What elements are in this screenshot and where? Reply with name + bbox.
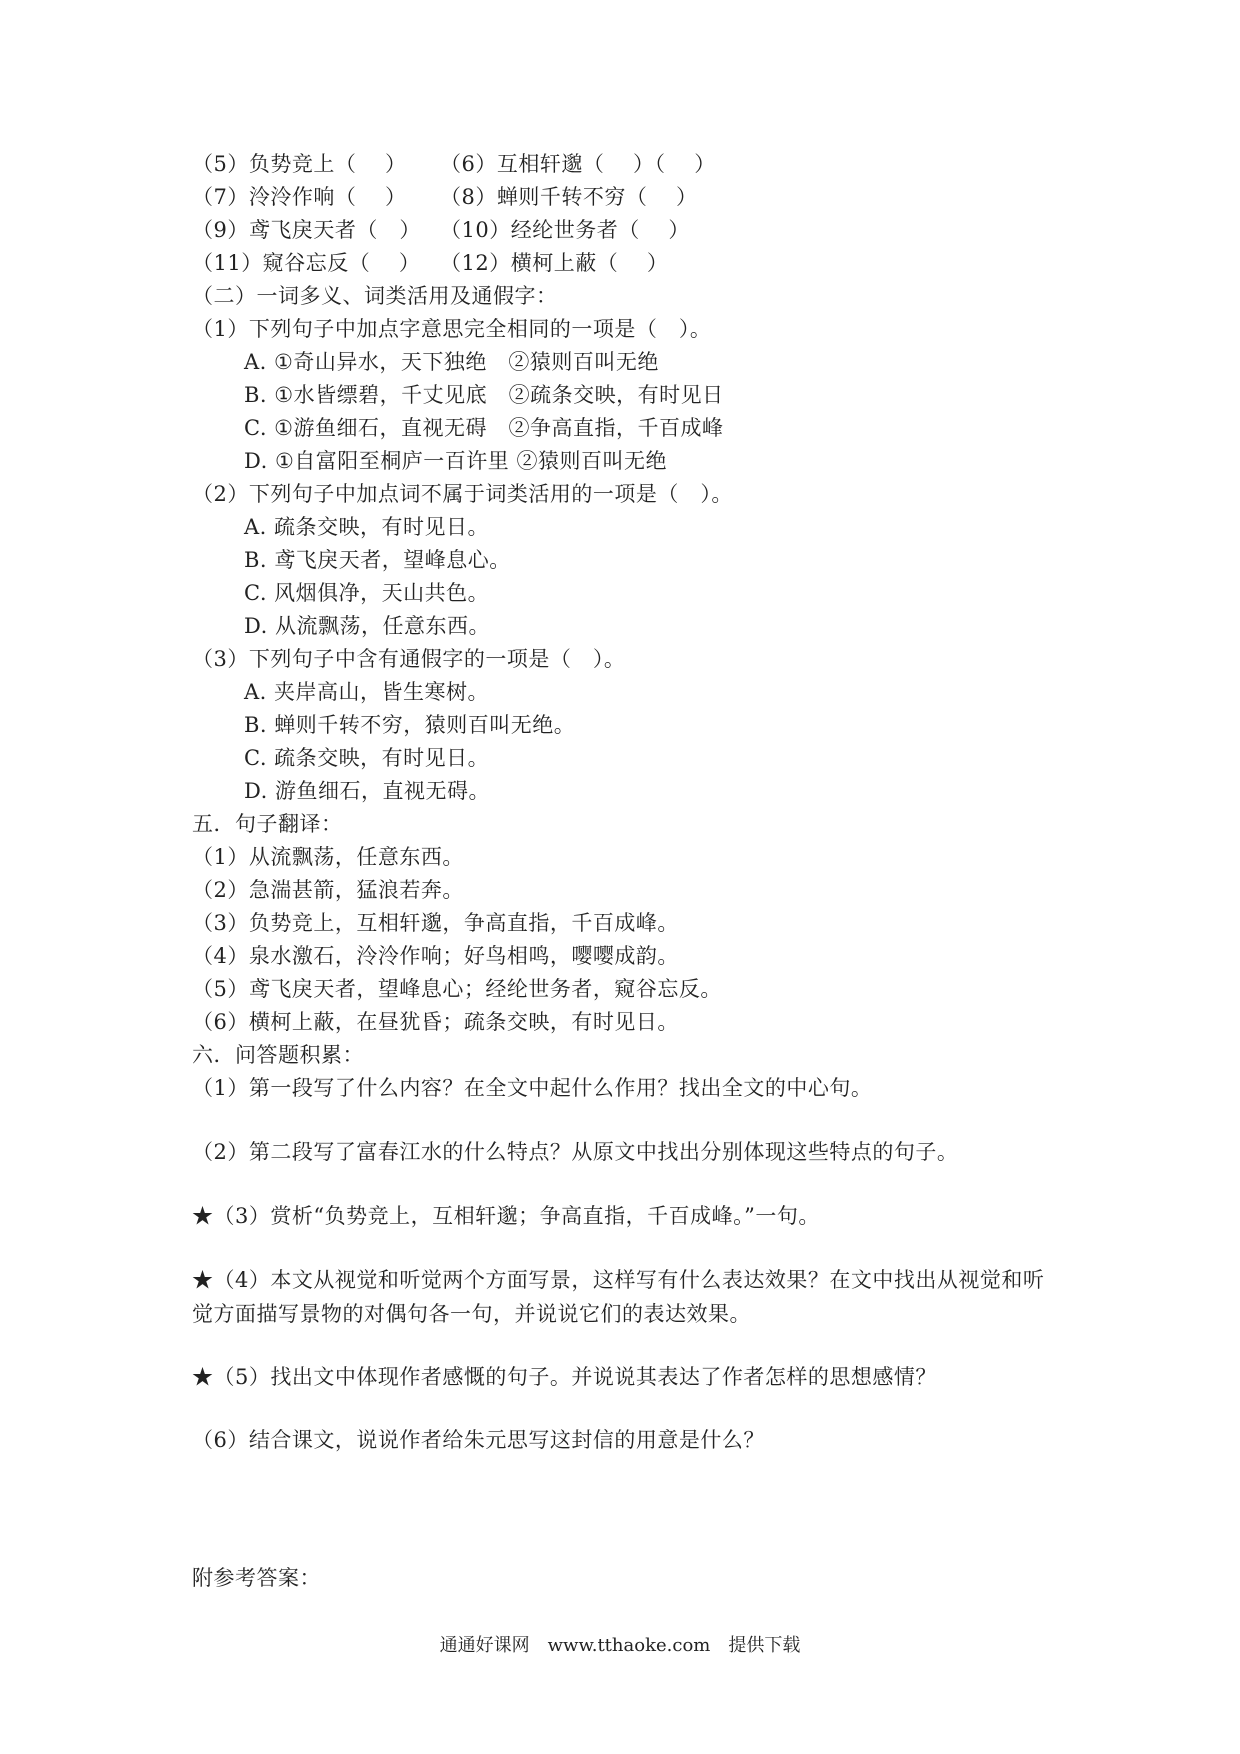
question-option: B. ①水皆缥碧，千丈见底 ②疏条交映，有时见日 — [244, 383, 724, 407]
qa-item: ★（3）赏析“负势竞上，互相轩邈；争高直指，千百成峰。”一句。 — [192, 1204, 820, 1228]
vocab-item: （12）横柯上蔽（ ） — [440, 251, 669, 275]
question-option: B. 鸢飞戾天者，望峰息心。 — [244, 548, 511, 572]
answers-heading: 附参考答案： — [192, 1566, 321, 1590]
question-option: A. 夹岸高山，皆生寒树。 — [244, 680, 490, 704]
question-stem: （3）下列句子中含有通假字的一项是（ ）。 — [192, 647, 626, 671]
question-option: D. ①自富阳至桐庐一百许里 ②猿则百叫无绝 — [244, 449, 667, 473]
question-option: B. 蝉则千转不穷，猿则百叫无绝。 — [244, 713, 576, 737]
vocab-item: （9）鸢飞戾天者（ ） — [192, 218, 421, 242]
page-footer: 通通好课网 www.tthaoke.com 提供下载 — [439, 1635, 801, 1656]
translation-item: （3）负势竞上，互相轩邈，争高直指，千百成峰。 — [192, 911, 679, 935]
question-option: A. ①奇山异水，天下独绝 ②猿则百叫无绝 — [244, 350, 659, 374]
question-option: C. ①游鱼细石，直视无碍 ②争高直指，千百成峰 — [244, 416, 724, 440]
question-option: A. 疏条交映，有时见日。 — [244, 515, 490, 539]
qa-item: （2）第二段写了富春江水的什么特点？从原文中找出分别体现这些特点的句子。 — [192, 1140, 959, 1164]
vocab-item: （10）经纶世务者（ ） — [440, 218, 690, 242]
vocab-item: （6）互相轩邈（ ）（ ） — [440, 152, 716, 176]
translation-item: （2）急湍甚箭，猛浪若奔。 — [192, 878, 464, 902]
vocab-item: （7）泠泠作响（ ） — [192, 185, 407, 209]
section-heading: （二）一词多义、词类活用及通假字： — [192, 284, 558, 308]
vocab-item: （5）负势竞上（ ） — [192, 152, 407, 176]
qa-item: （6）结合课文，说说作者给朱元思写这封信的用意是什么？ — [192, 1428, 765, 1452]
qa-item: ★（4）本文从视觉和听觉两个方面写景，这样写有什么表达效果？在文中找出从视觉和听觉方面描写景物的对偶句各一句，并说说它们的表达效果。 — [192, 1268, 1045, 1326]
question-stem: （2）下列句子中加点词不属于词类活用的一项是（ ）。 — [192, 482, 733, 506]
translation-item: （5）鸢飞戾天者，望峰息心；经纶世务者，窥谷忘反。 — [192, 977, 722, 1001]
translation-item: （6）横柯上蔽，在昼犹昏；疏条交映，有时见日。 — [192, 1010, 679, 1034]
vocab-item: （11）窥谷忘反（ ） — [192, 251, 421, 275]
qa-item: ★（5）找出文中体现作者感慨的句子。并说说其表达了作者怎样的思想感情？ — [192, 1365, 937, 1389]
question-option: C. 风烟俱净，天山共色。 — [244, 581, 490, 605]
question-option: D. 游鱼细石，直视无碍。 — [244, 779, 490, 803]
question-option: D. 从流飘荡，任意东西。 — [244, 614, 490, 638]
vocab-item: （8）蝉则千转不穷（ ） — [440, 185, 698, 209]
section-heading: 五．句子翻译： — [192, 812, 343, 836]
qa-item: （1）第一段写了什么内容？在全文中起什么作用？找出全文的中心句。 — [192, 1076, 873, 1100]
section-heading: 六．问答题积累： — [192, 1043, 364, 1067]
translation-item: （1）从流飘荡，任意东西。 — [192, 845, 464, 869]
question-stem: （1）下列句子中加点字意思完全相同的一项是（ ）。 — [192, 317, 712, 341]
question-option: C. 疏条交映，有时见日。 — [244, 746, 490, 770]
translation-item: （4）泉水激石，泠泠作响；好鸟相鸣，嘤嘤成韵。 — [192, 944, 679, 968]
